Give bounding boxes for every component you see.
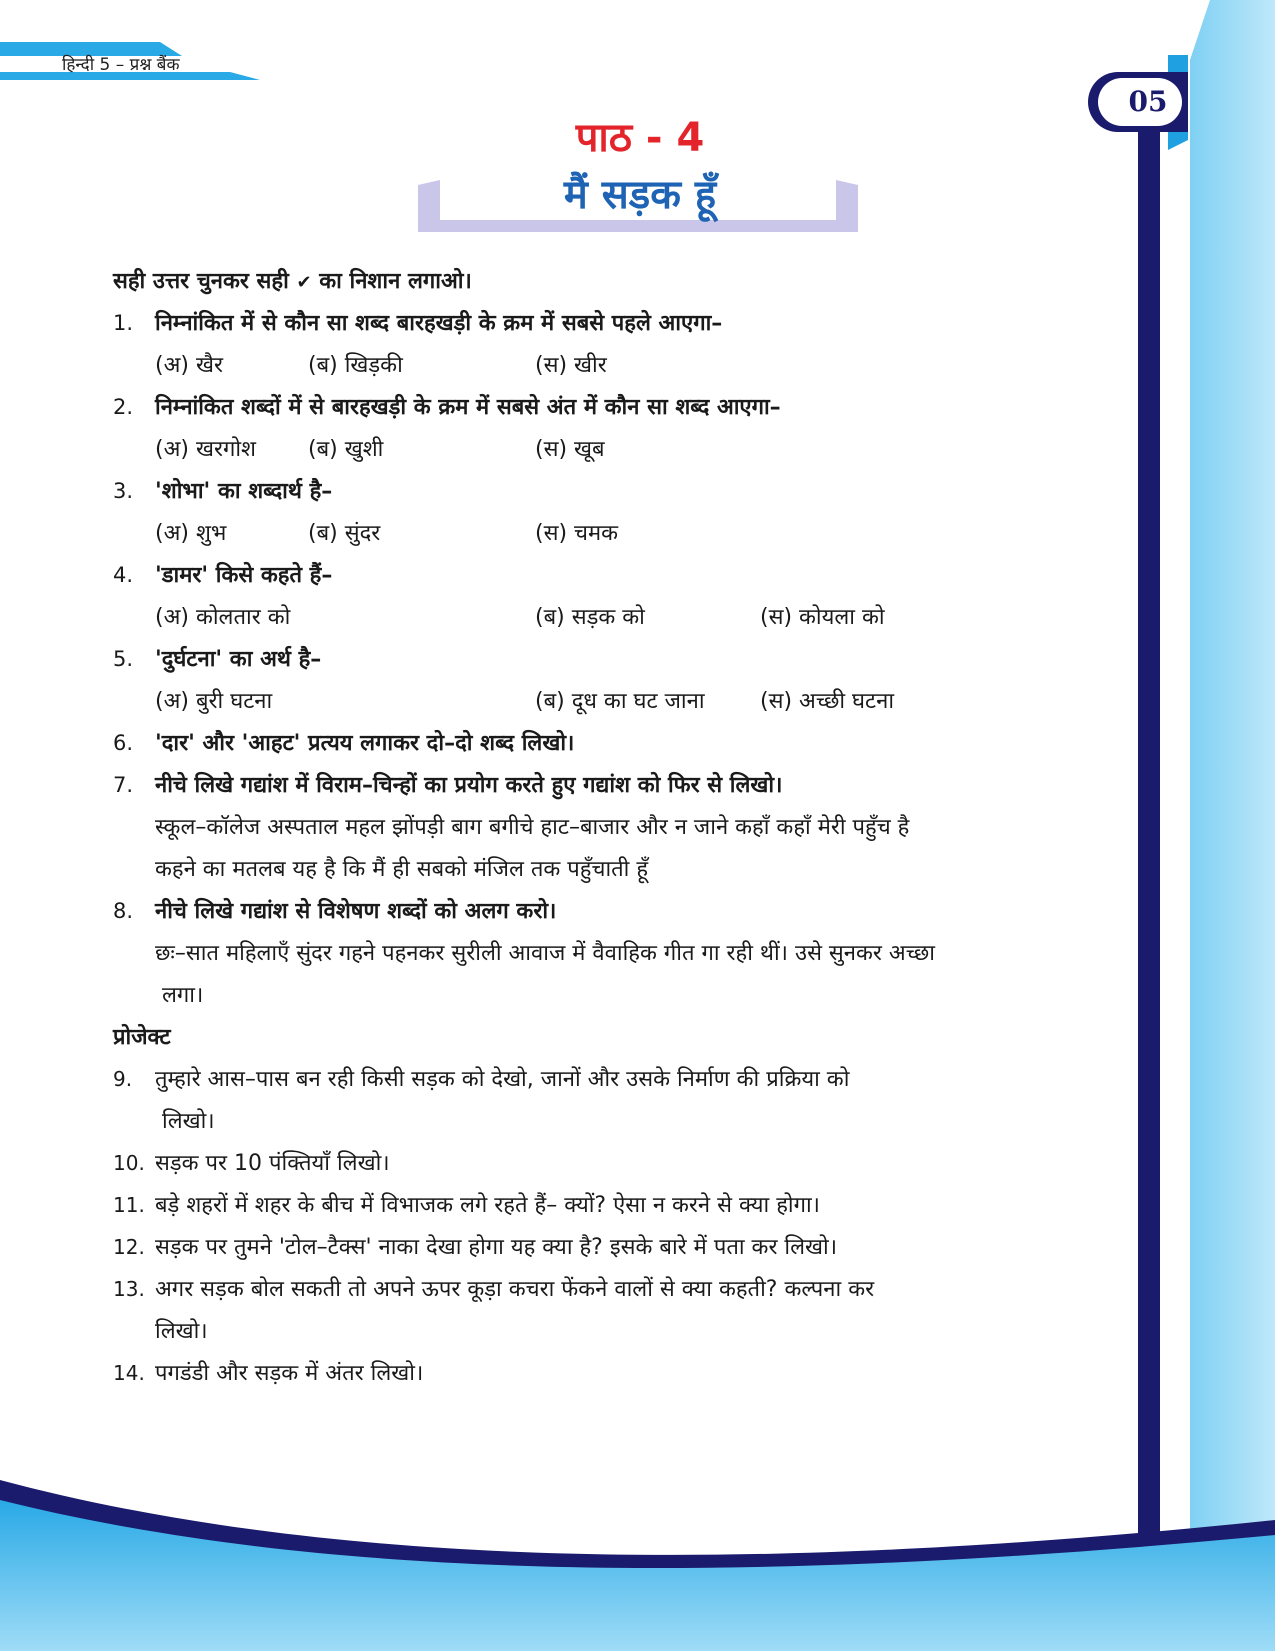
option-c: (स) खीर <box>535 353 607 378</box>
option-b: (ब) सड़क को <box>535 605 645 630</box>
project-item-number: 13. <box>113 1277 145 1301</box>
project-item-number: 9. <box>113 1067 133 1091</box>
question-text: 'दार' और 'आहट' प्रत्यय लगाकर दो–दो शब्द लिखो। <box>155 731 575 756</box>
option-a: (अ) कोलतार को <box>155 605 291 630</box>
question-number: 8. <box>113 899 134 923</box>
question-text: 'शोभा' का शब्दार्थ है– <box>155 479 333 504</box>
passage-line: कहने का मतलब यह है कि मैं ही सबको मंजिल तक पहुँचाती हूँ <box>155 857 649 882</box>
option-a: (अ) खरगोश <box>155 437 257 462</box>
bottom-wave-decoration <box>0 1470 1275 1651</box>
book-title: हिन्दी 5 – प्रश्न बैंक <box>62 55 180 75</box>
question-number: 6. <box>113 731 134 755</box>
project-item-number: 10. <box>113 1151 145 1175</box>
project-item-text: लिखो। <box>162 1109 215 1134</box>
page-number: 05 <box>1128 85 1168 118</box>
project-item-text: सड़क पर तुमने 'टोल–टैक्स' नाका देखा होगा यह क्या है? इसके बारे में पता कर लिखो। <box>155 1235 838 1260</box>
passage-line: छः–सात महिलाएँ सुंदर गहने पहनकर सुरीली आवाज में वैवाहिक गीत गा रही थीं। उसे सुनकर अच्छा <box>155 941 935 966</box>
project-item-text: बड़े शहरों में शहर के बीच में विभाजक लगे रहते हैं– क्यों? ऐसा न करने से क्या होगा। <box>155 1193 821 1218</box>
question-number: 5. <box>113 647 134 671</box>
question-text: निम्नांकित में से कौन सा शब्द बारहखड़ी के क्रम में सबसे पहले आएगा– <box>155 311 723 336</box>
option-c: (स) अच्छी घटना <box>760 689 895 714</box>
option-b: (ब) दूध का घट जाना <box>535 689 705 714</box>
question-number: 3. <box>113 479 134 503</box>
question-text: निम्नांकित शब्दों में से बारहखड़ी के क्रम में सबसे अंत में कौन सा शब्द आएगा– <box>155 395 781 420</box>
option-c: (स) चमक <box>535 521 619 546</box>
project-item-text: तुम्हारे आस–पास बन रही किसी सड़क को देखो, जानों और उसके निर्माण की प्रक्रिया को <box>155 1067 850 1092</box>
page-side-decoration <box>1130 0 1275 1651</box>
lesson-title: मैं सड़क हूँ <box>563 172 717 218</box>
question-text: 'डामर' किसे कहते हैं– <box>155 563 333 588</box>
passage-line: लगा। <box>162 983 204 1008</box>
project-item-text: पगडंडी और सड़क में अंतर लिखो। <box>155 1361 424 1386</box>
project-item-number: 11. <box>113 1193 145 1217</box>
project-item-text: सड़क पर 10 पंक्तियाँ लिखो। <box>155 1151 390 1176</box>
question-number: 2. <box>113 395 134 419</box>
question-text: नीचे लिखे गद्यांश से विशेषण शब्दों को अलग करो। <box>155 899 557 924</box>
question-text: 'दुर्घटना' का अर्थ है– <box>155 647 322 672</box>
option-b: (ब) सुंदर <box>308 521 381 546</box>
lesson-number: पाठ - 4 <box>575 115 705 161</box>
project-item-text: लिखो। <box>155 1319 208 1344</box>
question-text: नीचे लिखे गद्यांश में विराम–चिन्हों का प्रयोग करते हुए गद्यांश को फिर से लिखो। <box>155 773 783 798</box>
question-number: 1. <box>113 311 134 335</box>
option-a: (अ) शुभ <box>155 521 227 546</box>
project-item-text: अगर सड़क बोल सकती तो अपने ऊपर कूड़ा कचरा फेंकने वालों से क्या कहती? कल्पना कर <box>155 1277 875 1302</box>
project-item-number: 12. <box>113 1235 145 1259</box>
option-b: (ब) खिड़की <box>308 353 403 378</box>
option-c: (स) खूब <box>535 437 605 462</box>
option-b: (ब) खुशी <box>308 437 384 462</box>
instruction <box>113 267 472 298</box>
instruction-text-start: सही उत्तर चुनकर सही <box>113 269 289 294</box>
option-a: (अ) खैर <box>155 353 223 378</box>
tick-icon: ✔ <box>296 272 312 293</box>
project-item-number: 14. <box>113 1361 145 1385</box>
project-heading: प्रोजेक्ट <box>113 1025 171 1050</box>
option-a: (अ) बुरी घटना <box>155 689 273 714</box>
option-c: (स) कोयला को <box>760 605 885 630</box>
question-number: 7. <box>113 773 134 797</box>
instruction-text-end: का निशान लगाओ। <box>319 269 472 294</box>
question-number: 4. <box>113 563 134 587</box>
passage-line: स्कूल–कॉलेज अस्पताल महल झोंपड़ी बाग बगीचे हाट–बाजार और न जाने कहाँ कहाँ मेरी पहुँच है <box>155 815 910 840</box>
